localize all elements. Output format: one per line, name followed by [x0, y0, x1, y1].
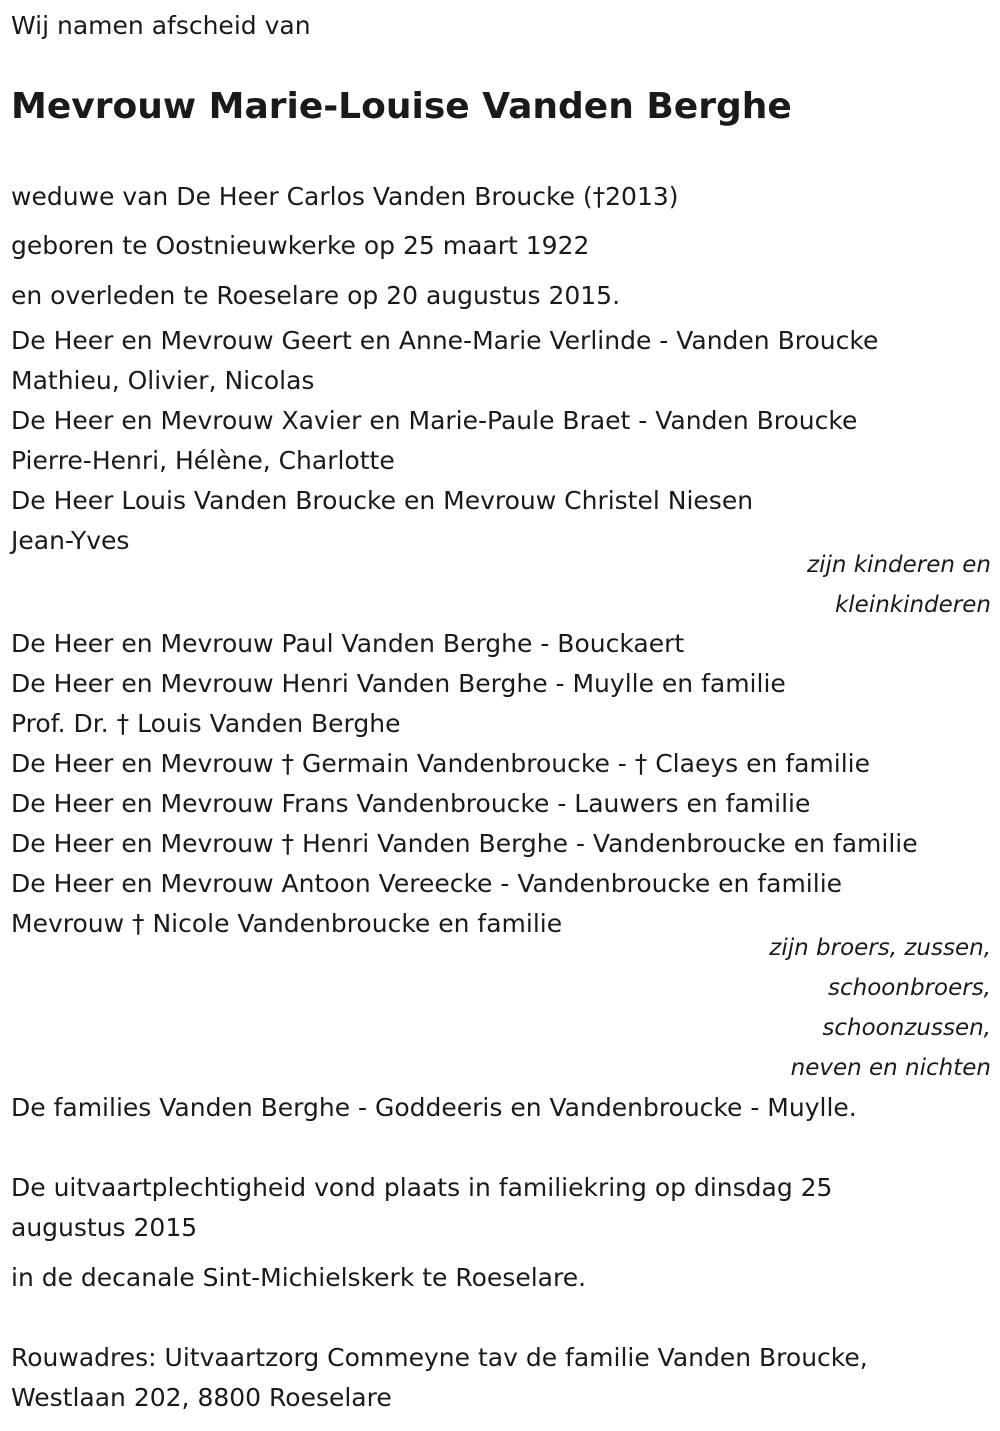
funeral-line: De uitvaartplechtigheid vond plaats in familiekring op dinsdag 25 — [11, 1173, 833, 1202]
siblings-caption — [11, 928, 991, 1088]
caption-line: zijn kinderen en — [807, 552, 991, 578]
spouse-line: weduwe van De Heer Carlos Vanden Broucke (†2013) — [11, 182, 679, 211]
children-list — [11, 321, 991, 561]
deceased-name: Mevrouw Marie-Louise Vanden Berghe — [11, 86, 792, 127]
list-item: De Heer en Mevrouw Xavier en Marie-Paule Braet - Vanden Broucke — [11, 406, 858, 435]
address-line: Westlaan 202, 8800 Roeselare — [11, 1383, 392, 1412]
caption-line: kleinkinderen — [834, 592, 991, 618]
death-line: en overleden te Roeselare op 20 augustus 2015. — [11, 281, 621, 310]
funeral-line: augustus 2015 — [11, 1213, 198, 1242]
list-item: De Heer en Mevrouw Geert en Anne-Marie Verlinde - Vanden Broucke — [11, 326, 879, 355]
list-item: De Heer en Mevrouw † Henri Vanden Berghe - Vandenbroucke en familie — [11, 829, 918, 858]
funeral-location: in de decanale Sint-Michielskerk te Roeselare. — [11, 1263, 587, 1292]
list-item: De Heer en Mevrouw Henri Vanden Berghe - Muylle en familie — [11, 669, 786, 698]
list-item: Mevrouw † Nicole Vandenbroucke en familie — [11, 909, 563, 938]
address-line: Rouwadres: Uitvaartzorg Commeyne tav de familie Vanden Broucke, — [11, 1343, 868, 1372]
families-line: De families Vanden Berghe - Goddeeris en Vandenbroucke - Muylle. — [11, 1093, 857, 1122]
birth-line: geboren te Oostnieuwkerke op 25 maart 1922 — [11, 231, 590, 260]
list-item: Mathieu, Olivier, Nicolas — [11, 366, 315, 395]
address-section — [11, 1338, 991, 1418]
caption-line: schoonzussen, — [822, 1015, 991, 1041]
intro-text: Wij namen afscheid van — [11, 11, 311, 40]
list-item: De Heer en Mevrouw Paul Vanden Berghe - Bouckaert — [11, 629, 685, 658]
list-item: Pierre-Henri, Hélène, Charlotte — [11, 446, 395, 475]
siblings-list — [11, 624, 991, 944]
funeral-section — [11, 1168, 991, 1298]
list-item: De Heer en Mevrouw † Germain Vandenbroucke - † Claeys en familie — [11, 749, 870, 778]
list-item: Prof. Dr. † Louis Vanden Berghe — [11, 709, 401, 738]
list-item: De Heer en Mevrouw Antoon Vereecke - Vandenbroucke en familie — [11, 869, 843, 898]
caption-line: neven en nichten — [790, 1055, 991, 1081]
list-item: De Heer en Mevrouw Frans Vandenbroucke - Lauwers en familie — [11, 789, 811, 818]
list-item: De Heer Louis Vanden Broucke en Mevrouw Christel Niesen — [11, 486, 754, 515]
list-item: Jean-Yves — [11, 526, 130, 555]
families-section — [11, 1088, 991, 1128]
caption-line: schoonbroers, — [828, 975, 991, 1001]
deceased-details — [11, 173, 991, 321]
children-caption — [11, 545, 991, 625]
caption-line: zijn broers, zussen, — [769, 935, 991, 961]
